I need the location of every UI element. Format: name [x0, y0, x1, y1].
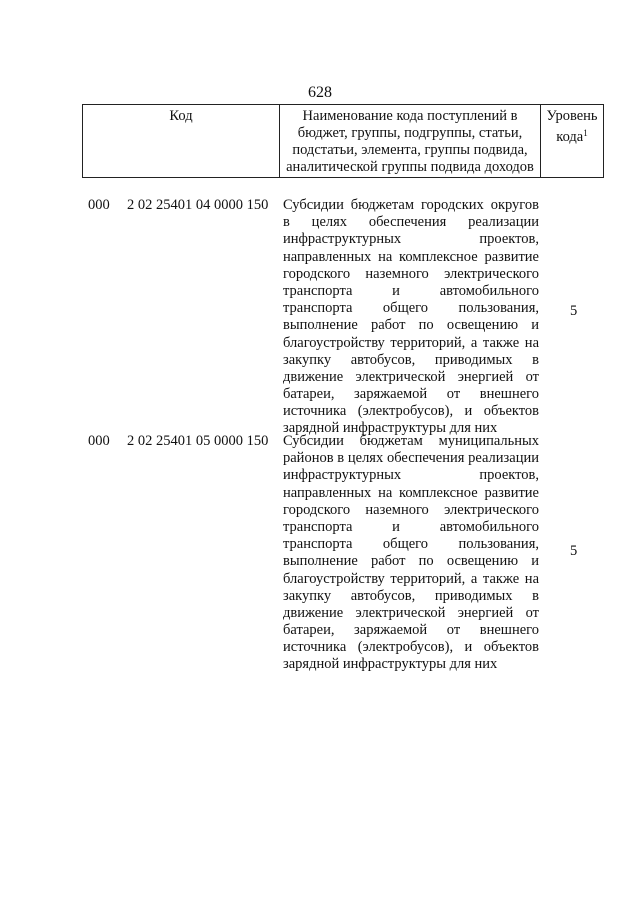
- description-line: зарядной инфраструктуры для них: [283, 656, 498, 673]
- description-line: инфраструктурных проектов,: [283, 467, 539, 484]
- header-name-line: аналитической группы подвида доходов: [286, 159, 534, 175]
- header-level-line: Уровень: [546, 108, 598, 124]
- description-line: направленных на комплексное развитие: [283, 484, 539, 501]
- code-level: 5: [570, 303, 578, 319]
- header-name-column: [280, 105, 541, 177]
- header-name-line: бюджет, группы, подгруппы, статьи,: [297, 125, 523, 141]
- header-code-column: [83, 105, 280, 177]
- description-line: батареи, заряжаемой от внешнего: [283, 622, 539, 639]
- description-line: батареи, заряжаемой от внешнего: [283, 386, 539, 403]
- description-line: направленных на комплексное развитие: [283, 248, 539, 265]
- table-header: [82, 104, 604, 178]
- description-line: транспорта общего пользования,: [283, 536, 539, 553]
- header-code-label: Код: [169, 108, 193, 124]
- header-level-word: кода: [556, 129, 584, 145]
- description-line: движение электрической энергией от: [283, 368, 539, 385]
- revenue-code: 2 02 25401 04 0000 150: [127, 197, 269, 213]
- code-level: 5: [570, 543, 578, 559]
- header-level-line2: [541, 125, 603, 146]
- description-line: инфраструктурных проектов,: [283, 231, 539, 248]
- description-line: движение электрической энергией от: [283, 604, 539, 621]
- description-line: благоустройству территорий, а также на: [283, 334, 539, 351]
- description-line: районов в целях обеспечения реализации: [283, 450, 539, 467]
- description-line: закупку автобусов, приводимых в: [283, 351, 539, 368]
- page-number: 628: [308, 84, 332, 101]
- description-line: в целях обеспечения реализации: [283, 214, 539, 231]
- revenue-description: [283, 433, 539, 674]
- description-line: транспорта и автомобильного: [283, 518, 539, 535]
- description-line: транспорта общего пользования,: [283, 300, 539, 317]
- description-line: зарядной инфраструктуры для них: [283, 420, 498, 437]
- header-level-column: [541, 105, 603, 177]
- description-line: источника (электробусов), и объектов: [283, 403, 539, 420]
- revenue-description: [283, 197, 539, 438]
- description-line: Субсидии бюджетам городских округов: [283, 197, 539, 213]
- description-line: закупку автобусов, приводимых в: [283, 587, 539, 604]
- admin-code: 000: [88, 433, 110, 449]
- footnote-marker: 1: [583, 128, 588, 138]
- revenue-code: 2 02 25401 05 0000 150: [127, 433, 269, 449]
- description-line: Субсидии бюджетам муниципальных: [283, 433, 539, 449]
- description-line: городского наземного электрического: [283, 501, 539, 518]
- header-name-line: Наименование кода поступлений в: [302, 108, 518, 124]
- description-line: выполнение работ по освещению и: [283, 317, 539, 334]
- description-line: выполнение работ по освещению и: [283, 553, 539, 570]
- description-line: городского наземного электрического: [283, 265, 539, 282]
- admin-code: 000: [88, 197, 110, 213]
- description-line: источника (электробусов), и объектов: [283, 639, 539, 656]
- description-line: благоустройству территорий, а также на: [283, 570, 539, 587]
- description-line: транспорта и автомобильного: [283, 282, 539, 299]
- header-name-line: подстатьи, элемента, группы подвида,: [292, 142, 528, 158]
